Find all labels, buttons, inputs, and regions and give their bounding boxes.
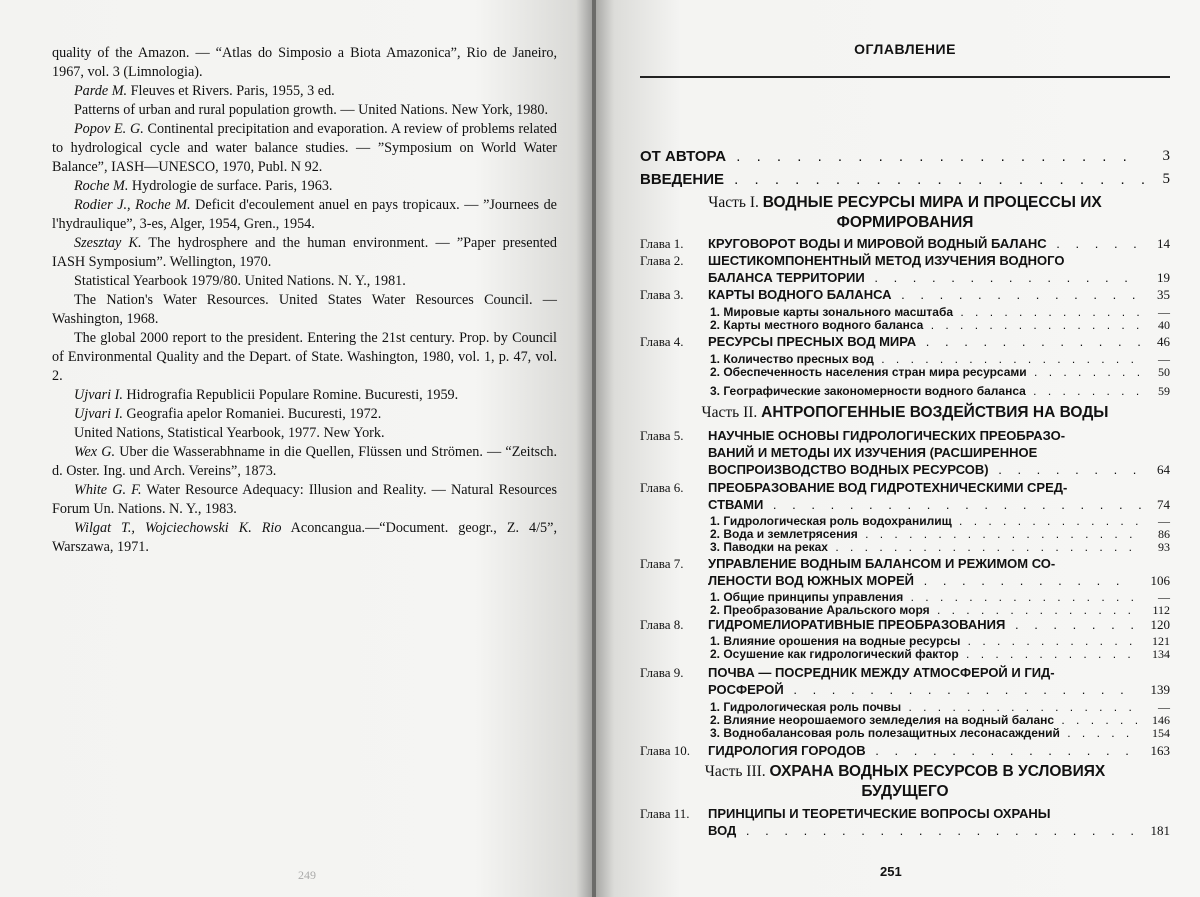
toc-entry-title: ГИДРОМЕЛИОРАТИВНЫЕ ПРЕОБРАЗОВАНИЯ — [708, 617, 1006, 632]
toc-entry-title: ВОД — [708, 823, 737, 838]
toc-section — [710, 634, 1170, 648]
toc-page-number: 59 — [1158, 384, 1170, 398]
toc-leader-dots: . . . . . . — [1054, 713, 1143, 727]
toc-page-number: 5 — [1162, 171, 1170, 187]
bibliography-entry: quality of the Amazon. — “Atlas do Simposio a Biota Amazonica”, Rio de Janeiro, 1967, vol. 3 (Limnologia). — [52, 45, 557, 80]
toc-chapter — [640, 682, 1170, 697]
toc-section — [710, 700, 1170, 714]
toc-chapter — [640, 236, 1170, 252]
toc-page-number: 14 — [1157, 236, 1170, 251]
toc-entry-title: БАЛАНСА ТЕРРИТОРИИ — [708, 270, 865, 285]
toc-page-number: 46 — [1157, 334, 1170, 349]
toc-entry-title: 1. Гидрологическая роль почвы — [710, 700, 902, 714]
toc-page-number: — — [1158, 352, 1170, 366]
toc-leader-dots: . . . . . . . . . . . . . . . . . . . . . — [723, 171, 1152, 188]
toc-chapter — [640, 462, 1170, 477]
toc-page-number: 163 — [1150, 743, 1170, 758]
toc-leader-dots: . . . . . . . . — [988, 462, 1143, 477]
toc-chapter-label: Глава 3. — [640, 287, 684, 302]
toc-section — [710, 603, 1170, 617]
toc-entry-title: 3. Географические закономерности водного баланса — [710, 384, 1026, 398]
toc-chapter-label: Глава 2. — [640, 253, 684, 268]
toc-entry-title: ПРИНЦИПЫ И ТЕОРЕТИЧЕСКИЕ ВОПРОСЫ ОХРАНЫ — [708, 806, 1051, 821]
toc-section — [710, 726, 1170, 740]
toc-leader-dots: . . . . . . . . . . . . . . . . — [903, 590, 1138, 604]
bibliography-entry: Wilgat T., Wojciechowski K. Rio Aconcangua.—“Document. geogr., Z. 4/5”, Warszawa, 1971. — [52, 520, 557, 555]
toc-chapter — [640, 287, 1170, 303]
toc-chapter — [640, 334, 1170, 350]
bibliography-entry: Statistical Yearbook 1979/80. United Nations. N. Y., 1981. — [74, 273, 406, 289]
toc-page-number: 154 — [1152, 726, 1170, 740]
toc-entry-title: ПОЧВА — ПОСРЕДНИК МЕЖДУ АТМОСФЕРОЙ И ГИД- — [708, 665, 1055, 680]
toc-leader-dots: . . . . . . . . . . . . . . . — [923, 318, 1144, 332]
toc-entry-title: 2. Преобразование Аральского моря — [710, 603, 930, 617]
bibliography-entry: Parde M. Fleuves et Rivers. Paris, 1955, 3 ed. — [74, 83, 335, 99]
toc-chapter-label: Глава 5. — [640, 428, 684, 443]
toc-chapter — [640, 428, 1170, 444]
toc-entry-title: 2. Карты местного водного баланса — [710, 318, 924, 332]
toc-entry-title: НАУЧНЫЕ ОСНОВЫ ГИДРОЛОГИЧЕСКИХ ПРЕОБРАЗО- — [708, 428, 1066, 443]
toc-entry-title: СТВАМИ — [708, 497, 764, 512]
bibliography-entry: Szesztay K. The hydrosphere and the human environment. — ”Paper presented IASH Symposium”. Wellington, 1970. — [52, 235, 558, 270]
toc-leader-dots: . . . . . — [1059, 726, 1134, 740]
toc-page-number: — — [1158, 700, 1170, 714]
toc-chapter — [640, 806, 1170, 822]
toc-entry-title: ФОРМИРОВАНИЯ — [836, 214, 974, 231]
toc-entry-title: 1. Количество пресных вод — [710, 352, 874, 366]
toc-leader-dots: . . . . . . . . — [1025, 384, 1144, 398]
toc-section — [710, 540, 1170, 554]
left-page-number-shadow: 249 — [298, 868, 316, 882]
toc-leader-dots: . . . . . . . . . . . . . . . . . . . — [857, 527, 1137, 541]
toc-entry-title: ОХРАНА ВОДНЫХ РЕСУРСОВ В УСЛОВИЯХ — [769, 763, 1106, 780]
toc-entry-title: ГИДРОЛОГИЯ ГОРОДОВ — [708, 743, 866, 758]
toc-entry-title: 2. Обеспеченность населения стран мира ресурсами — [710, 365, 1027, 379]
toc-chapter-label: Глава 9. — [640, 665, 684, 680]
toc-leader-dots: . . . . . . . — [1005, 617, 1140, 632]
toc-part-label: Часть II. — [701, 404, 762, 421]
toc-leader-dots: . . . . . . . . . . . . — [916, 334, 1147, 349]
toc-leader-dots: . . . . . . . . . . . . . . — [864, 270, 1134, 285]
toc-leader-dots: . . . . . . . . . . . . . . . . — [901, 700, 1136, 714]
toc-page-number: 86 — [1158, 527, 1170, 541]
toc-entry-title: 1. Общие принципы управления — [710, 590, 904, 604]
toc-page-number: 106 — [1150, 573, 1170, 588]
toc-leader-dots: . . . . . . . . . . . . . — [951, 514, 1143, 528]
toc-chapter-label: Глава 11. — [640, 806, 690, 821]
toc-section — [710, 352, 1170, 366]
toc-entry-title: ВОСПРОИЗВОДСТВО ВОДНЫХ РЕСУРСОВ) — [708, 462, 989, 477]
toc-front-entry — [640, 148, 1170, 165]
toc-leader-dots: . . . . . . . . . . . . . . . . . . . . . — [827, 540, 1137, 554]
toc-page-number: 134 — [1152, 647, 1170, 661]
toc-page-number: — — [1158, 305, 1170, 319]
toc-page-number: 120 — [1150, 617, 1170, 632]
toc-section — [710, 590, 1170, 604]
toc-part — [640, 194, 1170, 212]
right-page-number: 251 — [880, 864, 902, 879]
bibliography-entry: Wex G. Uber die Wasserabhname in die Quellen, Flüssen und Strömen. — “Zeitsch. d. Oster. Ing. und Arch. Vereins”, 1873. — [52, 444, 558, 479]
toc-page-number: 93 — [1158, 540, 1170, 554]
bibliography-entry: The global 2000 report to the president. Entering the 21st century. Prop. by Council of Environmental Quality and the Depart. of State. Washington, 1980, vol. 1, p. 47, vol. 2. — [52, 330, 557, 384]
toc-entry-title: 1. Влияние орошения на водные ресурсы — [710, 634, 961, 648]
toc-entry-title: 2. Осушение как гидрологический фактор — [710, 647, 959, 661]
toc-chapter — [640, 497, 1170, 512]
toc-section — [710, 527, 1170, 541]
bibliography-entry: Roche M. Hydrologie de surface. Paris, 1963. — [74, 178, 333, 194]
toc-chapter-label: Глава 1. — [640, 236, 684, 251]
toc-chapter — [640, 253, 1170, 269]
toc-section — [710, 514, 1170, 528]
toc-leader-dots: . . . . . . . . . . . . . . . . . . . . — [763, 497, 1148, 512]
toc-entry-title: УПРАВЛЕНИЕ ВОДНЫМ БАЛАНСОМ И РЕЖИМОМ СО- — [708, 556, 1056, 571]
toc-entry-title: ВАНИЙ И МЕТОДЫ ИХ ИЗУЧЕНИЯ (РАСШИРЕННОЕ — [708, 445, 1038, 460]
toc-leader-dots: . . . . . . . . — [1026, 365, 1145, 379]
toc-page-number: 35 — [1157, 287, 1170, 302]
toc-entry-title: ЛЕНОСТИ ВОД ЮЖНЫХ МОРЕЙ — [708, 573, 914, 588]
toc-chapter — [640, 665, 1170, 681]
toc-part — [640, 404, 1170, 422]
toc-entry-title: РОСФЕРОЙ — [708, 682, 784, 697]
toc-chapter — [640, 743, 1170, 759]
toc-leader-dots: . . . . . . . . . . . . . — [953, 305, 1144, 319]
toc-entry-title: 2. Вода и землетрясения — [710, 527, 858, 541]
toc-section — [710, 318, 1170, 332]
toc-entry-title: КРУГОВОРОТ ВОДЫ И МИРОВОЙ ВОДНЫЙ БАЛАНС — [708, 236, 1047, 251]
toc-chapter — [640, 617, 1170, 633]
bibliography-entry: Ujvari I. Geografia apelor Romaniei. Bucuresti, 1972. — [74, 406, 382, 422]
toc-chapter-label: Глава 8. — [640, 617, 684, 632]
toc-page-number: 181 — [1150, 823, 1170, 838]
toc-leader-dots: . . . . . — [1046, 236, 1143, 251]
toc-entry-title: РЕСУРСЫ ПРЕСНЫХ ВОД МИРА — [708, 334, 917, 349]
toc-leader-dots: . . . . . . . . . . . — [914, 573, 1126, 588]
toc-page-number: 139 — [1150, 682, 1170, 697]
toc-chapter — [640, 573, 1170, 588]
toc-entry-title: ПРЕОБРАЗОВАНИЕ ВОД ГИДРОТЕХНИЧЕСКИМИ СРЕД- — [708, 480, 1068, 495]
toc-page-number: 19 — [1157, 270, 1170, 285]
toc-leader-dots: . . . . . . . . . . . . — [958, 647, 1135, 661]
toc-part — [640, 783, 1170, 801]
toc-entry-title: ОТ АВТОРА — [640, 148, 727, 165]
toc-page-number: — — [1158, 514, 1170, 528]
toc-leader-dots: . . . . . . . . . . . . . . — [865, 743, 1135, 758]
toc-page-number: — — [1158, 590, 1170, 604]
toc-chapter — [640, 556, 1170, 572]
bibliography-entry: Patterns of urban and rural population growth. — United Nations. New York, 1980. — [74, 102, 549, 118]
toc-entry-title: 2. Влияние неорошаемого земледелия на водный баланс — [710, 713, 1055, 727]
toc-page-number: 50 — [1158, 365, 1170, 379]
toc-entry-title: ШЕСТИКОМПОНЕНТНЫЙ МЕТОД ИЗУЧЕНИЯ ВОДНОГО — [708, 253, 1065, 268]
toc-entry-title: ВОДНЫЕ РЕСУРСЫ МИРА И ПРОЦЕССЫ ИХ — [762, 194, 1102, 211]
toc-leader-dots: . . . . . . . . . . . . . . . . . . — [783, 682, 1130, 697]
bibliography-entry: White G. F. Water Resource Adequacy: Illusion and Reality. — Natural Resources Forum Un. Nations. N. Y., 1983. — [52, 482, 557, 517]
toc-section — [710, 365, 1170, 379]
toc-leader-dots: . . . . . . . . . . . . . . — [929, 603, 1135, 617]
toc-page-number: 112 — [1152, 603, 1170, 617]
toc-chapter — [640, 823, 1170, 838]
toc-page-number: 40 — [1158, 318, 1170, 332]
toc-chapter — [640, 445, 1170, 460]
bibliography-entry: Rodier J., Roche M. Deficit d'ecoulement anuel en pays tropicaux. — ”Journees de l'hydraulique”, 3-es, Alger, 1954, Gren., 1954. — [52, 197, 557, 232]
toc-leader-dots: . . . . . . . . . . . . . . . . . . — [873, 352, 1138, 366]
toc-chapter — [640, 270, 1170, 285]
toc-title-rule — [640, 76, 1170, 78]
toc-chapter-label: Глава 7. — [640, 556, 684, 571]
toc-leader-dots: . . . . . . . . . . . . . — [891, 287, 1142, 302]
toc-entry-title: 3. Воднобалансовая роль полезащитных лесонасаждений — [710, 726, 1060, 740]
toc-page-number: 146 — [1152, 713, 1170, 727]
toc-entry-title: 1. Гидрологическая роль водохранилищ — [710, 514, 952, 528]
bibliography-entry: The Nation's Water Resources. United States Water Resources Council. — Washington, 1968. — [52, 292, 557, 327]
toc-page-number: 64 — [1157, 462, 1170, 477]
bibliography-entry: Popov E. G. Continental precipitation and evaporation. A review of problems related to hydrological cycle and water balance studies. — ”Symposium on World Water Balance”, IASH—UNESCO, 1970, Publ. N 92. — [52, 121, 557, 175]
toc-section — [710, 384, 1170, 398]
toc-part — [640, 763, 1170, 781]
bibliography-entry: United Nations, Statistical Yearbook, 1977. New York. — [74, 425, 385, 441]
toc-title: ОГЛАВЛЕНИЕ — [854, 41, 956, 57]
toc-front-entry — [640, 171, 1170, 188]
toc-chapter-label: Глава 4. — [640, 334, 684, 349]
bibliography-list — [52, 44, 557, 557]
toc-chapter — [640, 480, 1170, 496]
toc-section — [710, 647, 1170, 661]
toc-part-label: Часть I. — [708, 194, 763, 211]
toc-part — [640, 214, 1170, 232]
toc-section — [710, 713, 1170, 727]
right-page — [596, 0, 1200, 897]
toc-entry-title: 3. Паводки на реках — [710, 540, 828, 554]
toc-leader-dots: . . . . . . . . . . . . — [960, 634, 1137, 648]
toc-entry-title: КАРТЫ ВОДНОГО БАЛАНСА — [708, 287, 892, 302]
toc-page-number: 121 — [1152, 634, 1170, 648]
toc-chapter-label: Глава 10. — [640, 743, 691, 758]
toc-leader-dots: . . . . . . . . . . . . . . . . . . . . . — [736, 823, 1140, 838]
toc-entry-title: 1. Мировые карты зонального масштаба — [710, 305, 954, 319]
bibliography-entry: Ujvari I. Hidrografia Republicii Populare Romine. Bucuresti, 1959. — [74, 387, 459, 403]
toc-part-label: Часть III. — [704, 763, 770, 780]
toc-page-number: 3 — [1162, 148, 1170, 164]
left-page — [0, 0, 594, 897]
toc-page-number: 74 — [1157, 497, 1170, 512]
toc-leader-dots: . . . . . . . . . . . . . . . . . . . . — [726, 148, 1133, 165]
toc-entry-title: АНТРОПОГЕННЫЕ ВОЗДЕЙСТВИЯ НА ВОДЫ — [761, 404, 1109, 421]
toc-chapter-label: Глава 6. — [640, 480, 684, 495]
toc-entry-title: ВВЕДЕНИЕ — [640, 171, 724, 188]
toc-entry-title: БУДУЩЕГО — [861, 783, 949, 800]
toc-section — [710, 305, 1170, 319]
